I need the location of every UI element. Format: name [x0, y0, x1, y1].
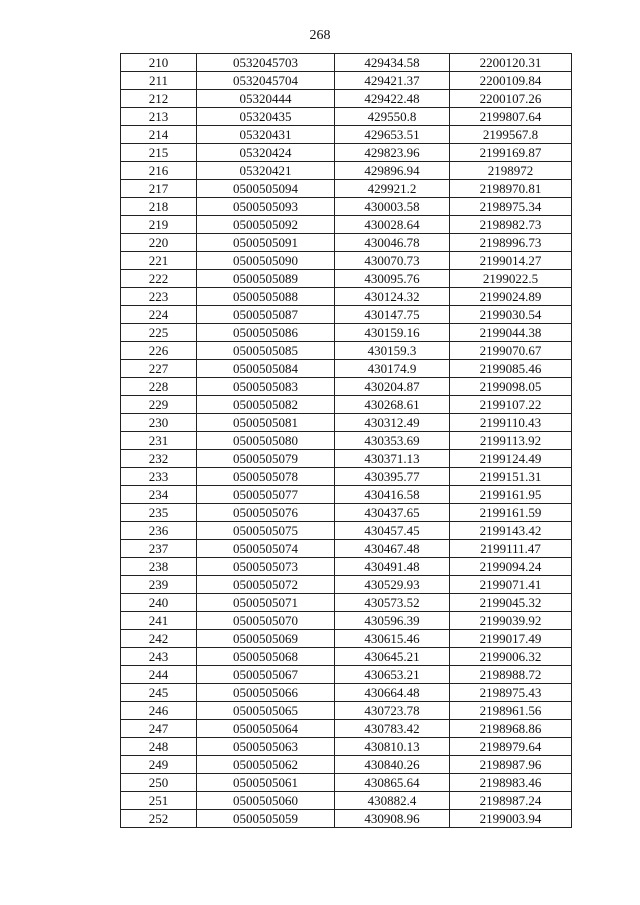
point-number-cell: 227 [121, 360, 197, 378]
point-code-cell: 0500505089 [197, 270, 335, 288]
point-number-cell: 220 [121, 234, 197, 252]
x-coordinate-cell: 430046.78 [335, 234, 450, 252]
x-coordinate-cell: 430457.45 [335, 522, 450, 540]
point-code-cell: 0500505064 [197, 720, 335, 738]
point-code-cell: 0500505066 [197, 684, 335, 702]
point-code-cell: 0500505068 [197, 648, 335, 666]
point-code-cell: 0500505073 [197, 558, 335, 576]
point-code-cell: 05320431 [197, 126, 335, 144]
x-coordinate-cell: 430645.21 [335, 648, 450, 666]
point-number-cell: 231 [121, 432, 197, 450]
y-coordinate-cell: 2198988.72 [450, 666, 572, 684]
coordinates-table [120, 53, 572, 828]
point-code-cell: 0500505065 [197, 702, 335, 720]
point-code-cell: 0500505063 [197, 738, 335, 756]
x-coordinate-cell: 430147.75 [335, 306, 450, 324]
point-number-cell: 250 [121, 774, 197, 792]
point-code-cell: 0500505078 [197, 468, 335, 486]
y-coordinate-cell: 2199045.32 [450, 594, 572, 612]
point-code-cell: 0500505087 [197, 306, 335, 324]
y-coordinate-cell: 2199070.67 [450, 342, 572, 360]
table-row [121, 306, 572, 324]
point-code-cell: 0500505081 [197, 414, 335, 432]
y-coordinate-cell: 2198968.86 [450, 720, 572, 738]
x-coordinate-cell: 429422.48 [335, 90, 450, 108]
page-number: 268 [309, 28, 331, 43]
point-code-cell: 0532045703 [197, 54, 335, 72]
x-coordinate-cell: 430003.58 [335, 198, 450, 216]
point-number-cell: 215 [121, 144, 197, 162]
x-coordinate-cell: 430491.48 [335, 558, 450, 576]
y-coordinate-cell: 2199022.5 [450, 270, 572, 288]
table-row [121, 486, 572, 504]
y-coordinate-cell: 2199113.92 [450, 432, 572, 450]
point-number-cell: 230 [121, 414, 197, 432]
y-coordinate-cell: 2198970.81 [450, 180, 572, 198]
point-code-cell: 0500505080 [197, 432, 335, 450]
point-code-cell: 0500505070 [197, 612, 335, 630]
point-number-cell: 226 [121, 342, 197, 360]
x-coordinate-cell: 430395.77 [335, 468, 450, 486]
y-coordinate-cell: 2199014.27 [450, 252, 572, 270]
point-code-cell: 05320421 [197, 162, 335, 180]
table-row [121, 54, 572, 72]
y-coordinate-cell: 2199098.05 [450, 378, 572, 396]
table-row [121, 378, 572, 396]
table-row [121, 108, 572, 126]
point-code-cell: 0500505077 [197, 486, 335, 504]
y-coordinate-cell: 2200120.31 [450, 54, 572, 72]
x-coordinate-cell: 430664.48 [335, 684, 450, 702]
table-row [121, 504, 572, 522]
point-code-cell: 0500505076 [197, 504, 335, 522]
y-coordinate-cell: 2198987.24 [450, 792, 572, 810]
x-coordinate-cell: 429653.51 [335, 126, 450, 144]
x-coordinate-cell: 430467.48 [335, 540, 450, 558]
point-code-cell: 05320444 [197, 90, 335, 108]
y-coordinate-cell: 2199085.46 [450, 360, 572, 378]
table-row [121, 630, 572, 648]
y-coordinate-cell: 2198975.34 [450, 198, 572, 216]
x-coordinate-cell: 429896.94 [335, 162, 450, 180]
table-row [121, 216, 572, 234]
x-coordinate-cell: 430865.64 [335, 774, 450, 792]
y-coordinate-cell: 2199110.43 [450, 414, 572, 432]
y-coordinate-cell: 2198982.73 [450, 216, 572, 234]
point-number-cell: 224 [121, 306, 197, 324]
point-number-cell: 236 [121, 522, 197, 540]
x-coordinate-cell: 430070.73 [335, 252, 450, 270]
point-number-cell: 232 [121, 450, 197, 468]
table-row [121, 342, 572, 360]
table-row [121, 810, 572, 828]
table-row [121, 468, 572, 486]
x-coordinate-cell: 429434.58 [335, 54, 450, 72]
point-number-cell: 221 [121, 252, 197, 270]
point-code-cell: 05320424 [197, 144, 335, 162]
point-number-cell: 245 [121, 684, 197, 702]
table-row [121, 396, 572, 414]
y-coordinate-cell: 2199807.64 [450, 108, 572, 126]
x-coordinate-cell: 430353.69 [335, 432, 450, 450]
point-number-cell: 228 [121, 378, 197, 396]
point-code-cell: 0500505069 [197, 630, 335, 648]
y-coordinate-cell: 2199151.31 [450, 468, 572, 486]
table-row [121, 180, 572, 198]
table-row [121, 162, 572, 180]
table-row [121, 684, 572, 702]
point-code-cell: 0500505060 [197, 792, 335, 810]
x-coordinate-cell: 430174.9 [335, 360, 450, 378]
point-code-cell: 0500505083 [197, 378, 335, 396]
point-code-cell: 0500505088 [197, 288, 335, 306]
point-number-cell: 234 [121, 486, 197, 504]
table-row [121, 612, 572, 630]
y-coordinate-cell: 2199094.24 [450, 558, 572, 576]
y-coordinate-cell: 2199161.59 [450, 504, 572, 522]
y-coordinate-cell: 2198996.73 [450, 234, 572, 252]
table-row [121, 360, 572, 378]
x-coordinate-cell: 430028.64 [335, 216, 450, 234]
y-coordinate-cell: 2199044.38 [450, 324, 572, 342]
point-number-cell: 246 [121, 702, 197, 720]
point-code-cell: 0500505074 [197, 540, 335, 558]
point-code-cell: 0500505090 [197, 252, 335, 270]
table-row [121, 126, 572, 144]
table-row [121, 270, 572, 288]
table-row [121, 774, 572, 792]
x-coordinate-cell: 430723.78 [335, 702, 450, 720]
x-coordinate-cell: 430204.87 [335, 378, 450, 396]
point-code-cell: 0500505061 [197, 774, 335, 792]
table-row [121, 432, 572, 450]
point-number-cell: 238 [121, 558, 197, 576]
x-coordinate-cell: 430783.42 [335, 720, 450, 738]
x-coordinate-cell: 430573.52 [335, 594, 450, 612]
point-number-cell: 240 [121, 594, 197, 612]
y-coordinate-cell: 2199071.41 [450, 576, 572, 594]
y-coordinate-cell: 2198975.43 [450, 684, 572, 702]
point-number-cell: 222 [121, 270, 197, 288]
point-number-cell: 248 [121, 738, 197, 756]
table-row [121, 90, 572, 108]
point-number-cell: 241 [121, 612, 197, 630]
table-row [121, 252, 572, 270]
y-coordinate-cell: 2199124.49 [450, 450, 572, 468]
table-row [121, 540, 572, 558]
table-row [121, 792, 572, 810]
y-coordinate-cell: 2199161.95 [450, 486, 572, 504]
y-coordinate-cell: 2198987.96 [450, 756, 572, 774]
point-number-cell: 223 [121, 288, 197, 306]
x-coordinate-cell: 430416.58 [335, 486, 450, 504]
point-number-cell: 216 [121, 162, 197, 180]
x-coordinate-cell: 430159.16 [335, 324, 450, 342]
y-coordinate-cell: 2198983.46 [450, 774, 572, 792]
point-number-cell: 229 [121, 396, 197, 414]
point-number-cell: 252 [121, 810, 197, 828]
y-coordinate-cell: 2199111.47 [450, 540, 572, 558]
table-row [121, 72, 572, 90]
table-row [121, 414, 572, 432]
y-coordinate-cell: 2199024.89 [450, 288, 572, 306]
point-code-cell: 0500505092 [197, 216, 335, 234]
point-number-cell: 219 [121, 216, 197, 234]
point-number-cell: 213 [121, 108, 197, 126]
point-code-cell: 0500505062 [197, 756, 335, 774]
point-number-cell: 249 [121, 756, 197, 774]
point-number-cell: 251 [121, 792, 197, 810]
point-code-cell: 0500505059 [197, 810, 335, 828]
x-coordinate-cell: 429921.2 [335, 180, 450, 198]
y-coordinate-cell: 2199017.49 [450, 630, 572, 648]
y-coordinate-cell: 2199567.8 [450, 126, 572, 144]
table-row [121, 720, 572, 738]
y-coordinate-cell: 2199107.22 [450, 396, 572, 414]
point-code-cell: 0500505075 [197, 522, 335, 540]
point-code-cell: 0532045704 [197, 72, 335, 90]
y-coordinate-cell: 2198972 [450, 162, 572, 180]
table-row [121, 738, 572, 756]
point-number-cell: 242 [121, 630, 197, 648]
x-coordinate-cell: 430653.21 [335, 666, 450, 684]
point-number-cell: 217 [121, 180, 197, 198]
x-coordinate-cell: 430908.96 [335, 810, 450, 828]
table-row [121, 594, 572, 612]
x-coordinate-cell: 429421.37 [335, 72, 450, 90]
point-number-cell: 244 [121, 666, 197, 684]
point-number-cell: 210 [121, 54, 197, 72]
point-code-cell: 0500505072 [197, 576, 335, 594]
table-row [121, 324, 572, 342]
point-number-cell: 235 [121, 504, 197, 522]
x-coordinate-cell: 430596.39 [335, 612, 450, 630]
y-coordinate-cell: 2199006.32 [450, 648, 572, 666]
table-row [121, 522, 572, 540]
x-coordinate-cell: 430529.93 [335, 576, 450, 594]
table-row [121, 576, 572, 594]
table-row [121, 450, 572, 468]
x-coordinate-cell: 430810.13 [335, 738, 450, 756]
point-code-cell: 0500505079 [197, 450, 335, 468]
point-number-cell: 243 [121, 648, 197, 666]
table-row [121, 288, 572, 306]
x-coordinate-cell: 430268.61 [335, 396, 450, 414]
point-code-cell: 0500505094 [197, 180, 335, 198]
point-number-cell: 214 [121, 126, 197, 144]
x-coordinate-cell: 430437.65 [335, 504, 450, 522]
x-coordinate-cell: 430615.46 [335, 630, 450, 648]
table-row [121, 144, 572, 162]
point-number-cell: 218 [121, 198, 197, 216]
y-coordinate-cell: 2200109.84 [450, 72, 572, 90]
y-coordinate-cell: 2199039.92 [450, 612, 572, 630]
y-coordinate-cell: 2198961.56 [450, 702, 572, 720]
point-number-cell: 212 [121, 90, 197, 108]
point-code-cell: 0500505067 [197, 666, 335, 684]
table-row [121, 702, 572, 720]
x-coordinate-cell: 430882.4 [335, 792, 450, 810]
point-code-cell: 0500505085 [197, 342, 335, 360]
x-coordinate-cell: 430159.3 [335, 342, 450, 360]
y-coordinate-cell: 2199003.94 [450, 810, 572, 828]
x-coordinate-cell: 430124.32 [335, 288, 450, 306]
y-coordinate-cell: 2200107.26 [450, 90, 572, 108]
point-code-cell: 0500505082 [197, 396, 335, 414]
x-coordinate-cell: 430371.13 [335, 450, 450, 468]
point-code-cell: 0500505091 [197, 234, 335, 252]
table-row [121, 666, 572, 684]
x-coordinate-cell: 429823.96 [335, 144, 450, 162]
y-coordinate-cell: 2199030.54 [450, 306, 572, 324]
x-coordinate-cell: 430095.76 [335, 270, 450, 288]
point-number-cell: 247 [121, 720, 197, 738]
point-code-cell: 0500505093 [197, 198, 335, 216]
point-code-cell: 0500505086 [197, 324, 335, 342]
point-code-cell: 0500505071 [197, 594, 335, 612]
point-number-cell: 211 [121, 72, 197, 90]
point-number-cell: 237 [121, 540, 197, 558]
table-row [121, 756, 572, 774]
point-code-cell: 0500505084 [197, 360, 335, 378]
point-number-cell: 225 [121, 324, 197, 342]
point-number-cell: 239 [121, 576, 197, 594]
table-row [121, 198, 572, 216]
table-row [121, 234, 572, 252]
point-number-cell: 233 [121, 468, 197, 486]
x-coordinate-cell: 429550.8 [335, 108, 450, 126]
coordinates-table-body [121, 54, 572, 828]
y-coordinate-cell: 2199143.42 [450, 522, 572, 540]
y-coordinate-cell: 2199169.87 [450, 144, 572, 162]
x-coordinate-cell: 430312.49 [335, 414, 450, 432]
table-row [121, 648, 572, 666]
table-row [121, 558, 572, 576]
point-code-cell: 05320435 [197, 108, 335, 126]
x-coordinate-cell: 430840.26 [335, 756, 450, 774]
y-coordinate-cell: 2198979.64 [450, 738, 572, 756]
